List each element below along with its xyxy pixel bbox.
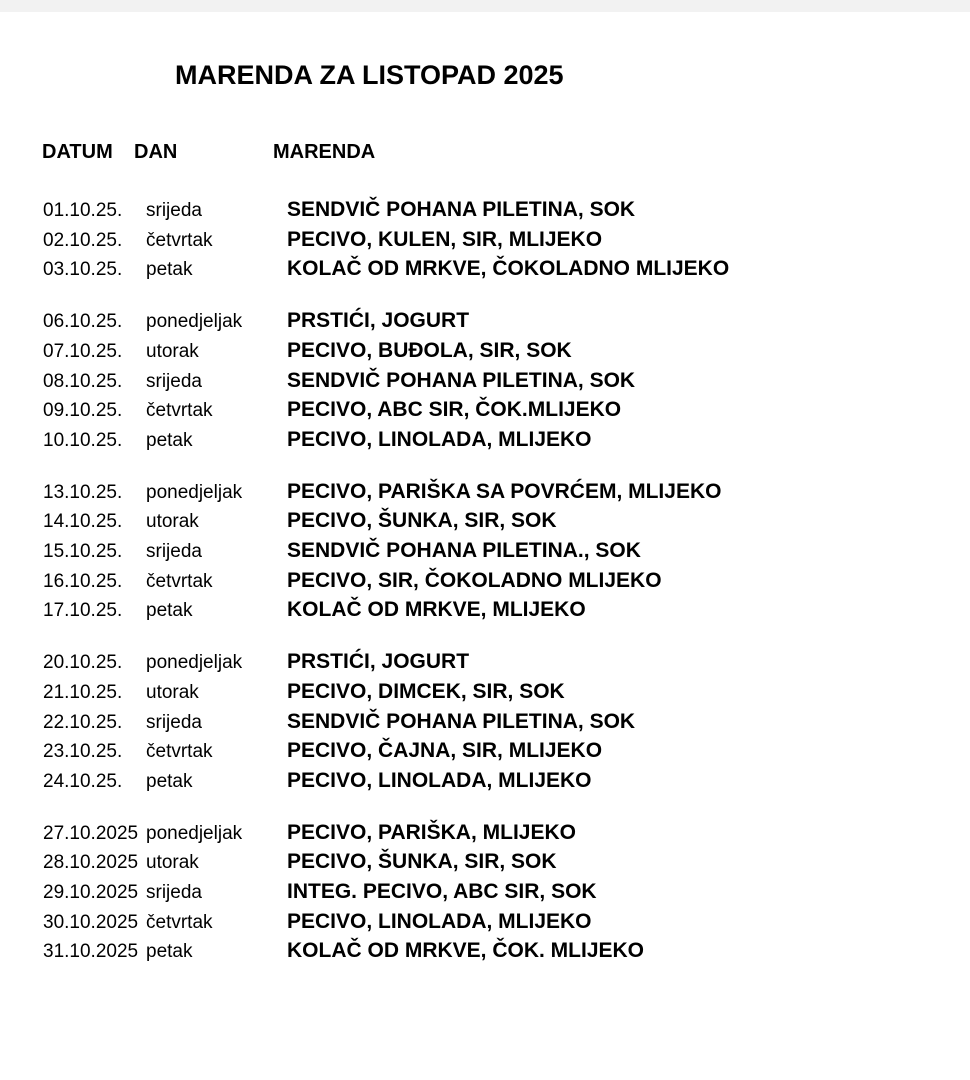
day-cell: petak xyxy=(146,429,193,451)
table-header xyxy=(42,142,375,162)
top-strip xyxy=(0,0,970,12)
menu-row xyxy=(43,226,970,256)
menu-row xyxy=(43,255,970,285)
day-cell: srijeda xyxy=(146,370,202,392)
date-cell: 10.10.25. xyxy=(43,429,123,451)
day-cell: ponedjeljak xyxy=(146,822,243,844)
day-cell: srijeda xyxy=(146,200,202,221)
date-cell: 13.10.25. xyxy=(43,481,123,503)
date-cell: 15.10.25. xyxy=(43,541,123,563)
menu-row xyxy=(43,848,970,878)
meal-cell: PECIVO, LINOLADA, MLIJEKO xyxy=(287,768,592,792)
day-cell: četvrtak xyxy=(146,229,213,251)
date-cell: 06.10.25. xyxy=(43,311,123,333)
menu-row xyxy=(43,396,970,426)
date-cell: 14.10.25. xyxy=(43,511,123,533)
meal-cell: PECIVO, ŠUNKA, SIR, SOK xyxy=(287,509,557,533)
date-cell: 03.10.25. xyxy=(43,259,123,281)
date-cell: 31.10.2025 xyxy=(43,941,139,963)
day-cell: srijeda xyxy=(146,711,202,733)
menu-weeks xyxy=(43,196,970,989)
meal-cell: PECIVO, PARIŠKA, MLIJEKO xyxy=(287,820,576,844)
meal-cell: SENDVIČ POHANA PILETINA, SOK xyxy=(287,198,636,221)
day-cell: petak xyxy=(146,259,193,281)
date-cell: 17.10.25. xyxy=(43,600,123,622)
date-cell: 23.10.25. xyxy=(43,741,123,763)
menu-row xyxy=(43,767,970,797)
meal-cell: KOLAČ OD MRKVE, ČOKOLADNO MLIJEKO xyxy=(287,257,730,281)
meal-cell: PECIVO, LINOLADA, MLIJEKO xyxy=(287,427,592,451)
menu-row xyxy=(43,307,970,337)
menu-row xyxy=(43,507,970,537)
menu-row xyxy=(43,478,970,508)
day-cell: srijeda xyxy=(146,882,202,904)
date-cell: 24.10.25. xyxy=(43,770,123,792)
menu-week xyxy=(43,196,970,285)
menu-row xyxy=(43,196,970,226)
date-cell: 27.10.2025 xyxy=(43,822,139,844)
meal-cell: PRSTIĆI, JOGURT xyxy=(287,650,470,674)
meal-cell: PRSTIĆI, JOGURT xyxy=(287,309,470,333)
day-cell: četvrtak xyxy=(146,400,213,422)
meal-cell: PECIVO, KULEN, SIR, MLIJEKO xyxy=(287,227,603,251)
menu-row xyxy=(43,337,970,367)
menu-row xyxy=(43,908,970,938)
day-cell: utorak xyxy=(146,511,199,533)
menu-row xyxy=(43,426,970,456)
menu-row xyxy=(43,678,970,708)
date-cell: 20.10.25. xyxy=(43,652,123,674)
column-header-marenda: MARENDA xyxy=(273,141,376,163)
date-cell: 30.10.2025 xyxy=(43,911,139,933)
menu-row xyxy=(43,537,970,567)
menu-week xyxy=(43,648,970,797)
date-cell: 08.10.25. xyxy=(43,370,123,392)
menu-row xyxy=(43,937,970,967)
menu-week xyxy=(43,819,970,968)
column-header-datum: DATUM xyxy=(42,141,113,163)
day-cell: utorak xyxy=(146,340,199,362)
day-cell: petak xyxy=(146,600,193,622)
meal-cell: PECIVO, ABC SIR, ČOK.MLIJEKO xyxy=(287,398,622,422)
date-cell: 07.10.25. xyxy=(43,340,123,362)
meal-cell: PECIVO, ČAJNA, SIR, MLIJEKO xyxy=(287,739,603,763)
day-cell: utorak xyxy=(146,852,199,874)
meal-cell: KOLAČ OD MRKVE, MLIJEKO xyxy=(287,598,586,622)
date-cell: 01.10.25. xyxy=(43,200,123,221)
column-header-dan: DAN xyxy=(134,141,178,163)
meal-cell: PECIVO, LINOLADA, MLIJEKO xyxy=(287,909,592,933)
date-cell: 29.10.2025 xyxy=(43,882,139,904)
meal-cell: SENDVIČ POHANA PILETINA, SOK xyxy=(287,709,636,733)
day-cell: petak xyxy=(146,941,193,963)
day-cell: četvrtak xyxy=(146,911,213,933)
menu-row xyxy=(43,367,970,397)
day-cell: ponedjeljak xyxy=(146,481,243,503)
menu-row xyxy=(43,737,970,767)
meal-cell: SENDVIČ POHANA PILETINA, SOK xyxy=(287,368,636,392)
day-cell: srijeda xyxy=(146,541,202,563)
date-cell: 02.10.25. xyxy=(43,229,123,251)
day-cell: petak xyxy=(146,770,193,792)
day-cell: ponedjeljak xyxy=(146,311,243,333)
date-cell: 22.10.25. xyxy=(43,711,123,733)
meal-cell: PECIVO, SIR, ČOKOLADNO MLIJEKO xyxy=(287,568,662,592)
menu-row xyxy=(43,819,970,849)
date-cell: 09.10.25. xyxy=(43,400,123,422)
menu-row xyxy=(43,567,970,597)
meal-cell: PECIVO, DIMCEK, SIR, SOK xyxy=(287,679,565,703)
menu-row xyxy=(43,878,970,908)
menu-row xyxy=(43,708,970,738)
menu-row xyxy=(43,596,970,626)
date-cell: 16.10.25. xyxy=(43,570,123,592)
day-cell: četvrtak xyxy=(146,570,213,592)
day-cell: ponedjeljak xyxy=(146,652,243,674)
meal-cell: INTEG. PECIVO, ABC SIR, SOK xyxy=(287,880,597,904)
menu-week xyxy=(43,478,970,627)
meal-cell: PECIVO, ŠUNKA, SIR, SOK xyxy=(287,850,557,874)
meal-cell: KOLAČ OD MRKVE, ČOK. MLIJEKO xyxy=(287,939,645,963)
date-cell: 28.10.2025 xyxy=(43,852,139,874)
meal-cell: PECIVO, BUĐOLA, SIR, SOK xyxy=(287,338,572,362)
menu-week xyxy=(43,307,970,456)
day-cell: utorak xyxy=(146,681,199,703)
meal-cell: SENDVIČ POHANA PILETINA., SOK xyxy=(287,539,641,563)
menu-row xyxy=(43,648,970,678)
day-cell: četvrtak xyxy=(146,741,213,763)
date-cell: 21.10.25. xyxy=(43,681,123,703)
page-title: MARENDA ZA LISTOPAD 2025 xyxy=(175,60,564,90)
meal-cell: PECIVO, PARIŠKA SA POVRĆEM, MLIJEKO xyxy=(287,479,722,503)
